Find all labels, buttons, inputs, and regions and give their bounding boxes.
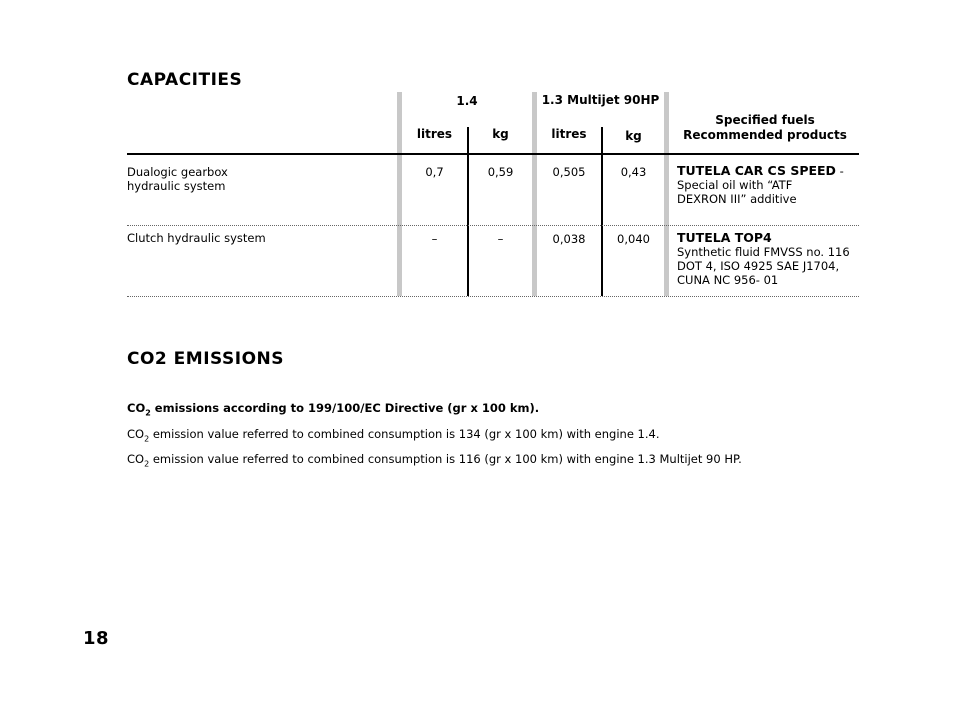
value-1-4-kg: – [497, 232, 504, 246]
product-cell [677, 231, 862, 287]
emissions-line-text: emissions according to 199/100/EC Directive (gr x 100 km). [150, 401, 540, 415]
header-rule [127, 153, 859, 155]
emissions-line-text: emission value referred to combined consumption is 116 (gr x 100 km) with engine 1.3 Multijet 90 HP. [149, 452, 742, 466]
product-desc: CUNA NC 956- 01 [677, 273, 779, 287]
row-label [127, 165, 228, 193]
co-text: CO [127, 401, 146, 415]
co-subscript: 2 [144, 459, 150, 469]
emissions-value-1-3 [127, 452, 742, 471]
emissions-title: CO2 EMISSIONS [127, 349, 285, 369]
row-separator [127, 225, 859, 226]
header-kg: kg [625, 129, 642, 143]
product-name: TUTELA TOP4 [677, 230, 772, 245]
header-engine-1-3: 1.3 Multijet 90HP [541, 93, 660, 107]
header-fuels-line2: Recommended products [683, 128, 847, 142]
co-text: CO [127, 427, 145, 441]
row-label-line: hydraulic system [127, 179, 226, 193]
product-name: TUTELA CAR CS SPEED [677, 163, 836, 178]
header-litres: litres [551, 127, 587, 141]
header-kg: kg [492, 127, 509, 141]
header-fuels-line1: Specified fuels [715, 113, 815, 127]
page-number: 18 [83, 628, 110, 649]
value-1-3-litres: 0,505 [552, 165, 586, 179]
product-desc: Synthetic fluid FMVSS no. 116 [677, 245, 850, 259]
column-divider-bar [532, 92, 537, 296]
value-1-4-kg: 0,59 [487, 165, 514, 179]
header-fuels [672, 113, 858, 143]
header-litres: litres [416, 127, 453, 141]
row-label-line: Clutch hydraulic system [127, 231, 266, 245]
co-text: CO [127, 452, 145, 466]
value-1-3-litres: 0,038 [552, 232, 586, 246]
product-cell [677, 164, 862, 206]
row-label-line: Dualogic gearbox [127, 165, 228, 179]
emissions-directive [127, 401, 539, 420]
emissions-line-text: emission value referred to combined consumption is 134 (gr x 100 km) with engine 1.4. [149, 427, 660, 441]
row-separator [127, 296, 859, 297]
header-engine-1-4: 1.4 [456, 94, 478, 108]
column-divider-bar [397, 92, 402, 296]
value-1-3-kg: 0,43 [620, 165, 647, 179]
product-suffix: - [835, 164, 844, 178]
emissions-value-1-4 [127, 427, 660, 446]
capacities-title: CAPACITIES [127, 70, 243, 90]
product-desc: DOT 4, ISO 4925 SAE J1704, [677, 259, 840, 273]
column-divider-bar [664, 92, 669, 296]
product-desc: DEXRON III” additive [677, 192, 797, 206]
value-1-4-litres: – [431, 232, 438, 246]
value-1-3-kg: 0,040 [617, 232, 650, 246]
row-label [127, 231, 266, 245]
co-subscript: 2 [144, 434, 150, 444]
co-subscript: 2 [145, 408, 151, 418]
product-desc: Special oil with “ATF [677, 178, 793, 192]
value-1-4-litres: 0,7 [425, 165, 444, 179]
